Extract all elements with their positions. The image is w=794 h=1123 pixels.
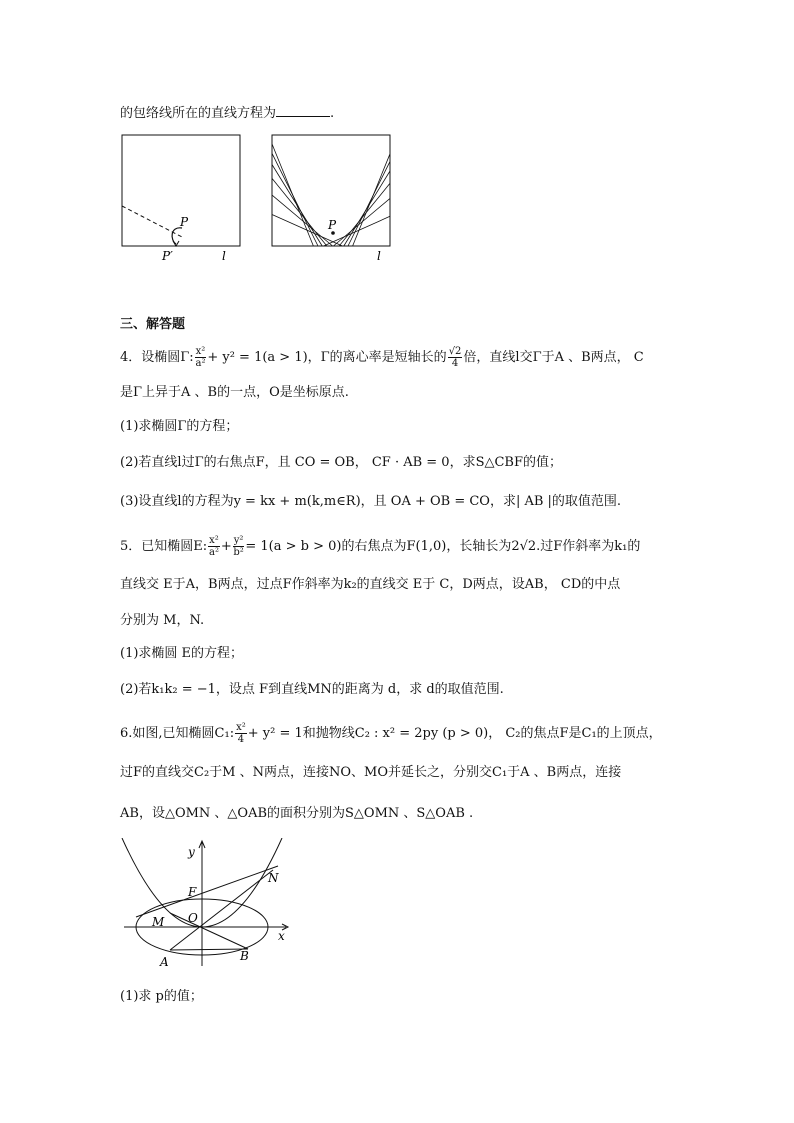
label-x: x: [278, 929, 285, 943]
crease-line: [333, 198, 390, 246]
q6-intro: 6.如图,已知椭圆C₁:: [120, 726, 235, 741]
frac-num: x²: [195, 346, 206, 357]
label-p-2: P: [328, 218, 337, 232]
label-m: M: [152, 915, 165, 929]
q4-frac-x2a2: [195, 346, 207, 369]
label-p-prime: P′: [162, 249, 173, 263]
label-l: l: [222, 249, 226, 263]
q4-mid: + y² = 1(a > 1)，Γ的离心率是短轴长的: [207, 350, 447, 365]
frac-den: a²: [195, 358, 206, 369]
line-no: [170, 870, 273, 950]
q6-part1: (1)求 p的值；: [120, 989, 203, 1004]
frac-den: a²: [208, 547, 219, 558]
q4-frac-root2: [448, 346, 463, 369]
label-l-2: l: [377, 249, 381, 263]
label-o: O: [188, 911, 198, 925]
q4-part1: (1)求椭圆Γ的方程；: [120, 419, 239, 434]
crease-line: [339, 183, 390, 246]
q4-line1: [120, 346, 644, 369]
q6-line3: AB，设△OMN 、△OAB的面积分别为S△OMN 、S△OAB .: [120, 806, 474, 821]
q5-line1: 5．已知椭圆E: $\frac{\text{x²}}{\text{a²}}$ + $\frac{\text{y²}}{\text{b²}}$ = 1(a > b > 0)的右焦点为F(1,0)，长轴长为2√2.过F作斜率为k₁的: [120, 535, 641, 558]
line-mo: [170, 913, 248, 949]
top-line-text: 的包络线所在的直线方程为: [120, 106, 277, 121]
label-a: A: [160, 955, 169, 969]
frac-den: 4: [237, 734, 245, 745]
ellipse-parabola-figure: [118, 838, 290, 970]
crease-line: [272, 178, 327, 246]
frac-num: x²: [209, 535, 219, 546]
frac-num: y²: [233, 535, 244, 546]
q5-part2: (2)若k₁k₂ = −1，设点 F到直线MN的距离为 d，求 d的取值范围.: [120, 682, 504, 697]
label-y: y: [188, 845, 195, 859]
q4-tail: 倍，直线l交Γ于A 、B两点， C: [463, 350, 644, 365]
q5-intro: 5．已知椭圆E:: [120, 539, 208, 554]
line-ab: [170, 949, 248, 950]
q6-frac-x2-4: [235, 722, 247, 745]
section-title: 三、解答题: [120, 317, 186, 332]
square-outline: [122, 135, 240, 246]
top-line-period: .: [330, 106, 335, 121]
q4-part2: (2)若直线l过Γ的右焦点F，且 CO = OB， CF · AB = 0，求S△CBF的值；: [120, 455, 563, 470]
top-line: [120, 104, 334, 123]
q5-frac-x2a2: [208, 535, 220, 558]
label-f: F: [188, 885, 197, 899]
fold-line: [122, 206, 184, 238]
frac-num: √2: [448, 346, 462, 357]
crease-line: [272, 195, 333, 246]
frac-num: x²: [236, 722, 246, 733]
q5-line2: 直线交 E于A，B两点，过点F作斜率为k₂的直线交 E于 C，D两点，设AB， CD的中点: [120, 577, 621, 592]
q5-tail: = 1(a > b > 0)的右焦点为F(1,0)，长轴长为2√2.过F作斜率为k₁的: [245, 539, 641, 554]
q4-part3: (3)设直线l的方程为y = kx + m(k,m∈R)，且 OA + OB = CO，求| AB |的取值范围.: [120, 494, 622, 509]
q5-line3: 分别为 M，N.: [120, 613, 205, 628]
crease-line: [353, 154, 390, 246]
q6-tail: + y² = 1和抛物线C₂ : x² = 2py (p > 0)， C₂的焦点F是C₁的上顶点，: [247, 726, 662, 741]
q6-line2: 过F的直线交C₂于M 、N两点，连接NO、MO并延长之，分别交C₁于A 、B两点，连接: [120, 765, 622, 780]
label-b: B: [240, 949, 249, 963]
answer-blank: [276, 104, 330, 117]
q5-part1: (1)求椭圆 E的方程；: [120, 646, 244, 661]
q6-line1: [120, 722, 662, 745]
q4-line2: 是Γ上异于A 、B的一点，O是坐标原点.: [120, 385, 349, 400]
q4-intro: 4．设椭圆Γ:: [120, 350, 194, 365]
label-p: P: [180, 215, 189, 229]
q5-frac-y2b2: [233, 535, 245, 558]
envelope-figure: [270, 130, 394, 265]
fold-figure: [120, 130, 244, 265]
frac-den: b²: [233, 547, 244, 558]
line-through-f: [136, 866, 278, 917]
label-n: N: [268, 871, 279, 885]
frac-den: 4: [451, 358, 459, 369]
